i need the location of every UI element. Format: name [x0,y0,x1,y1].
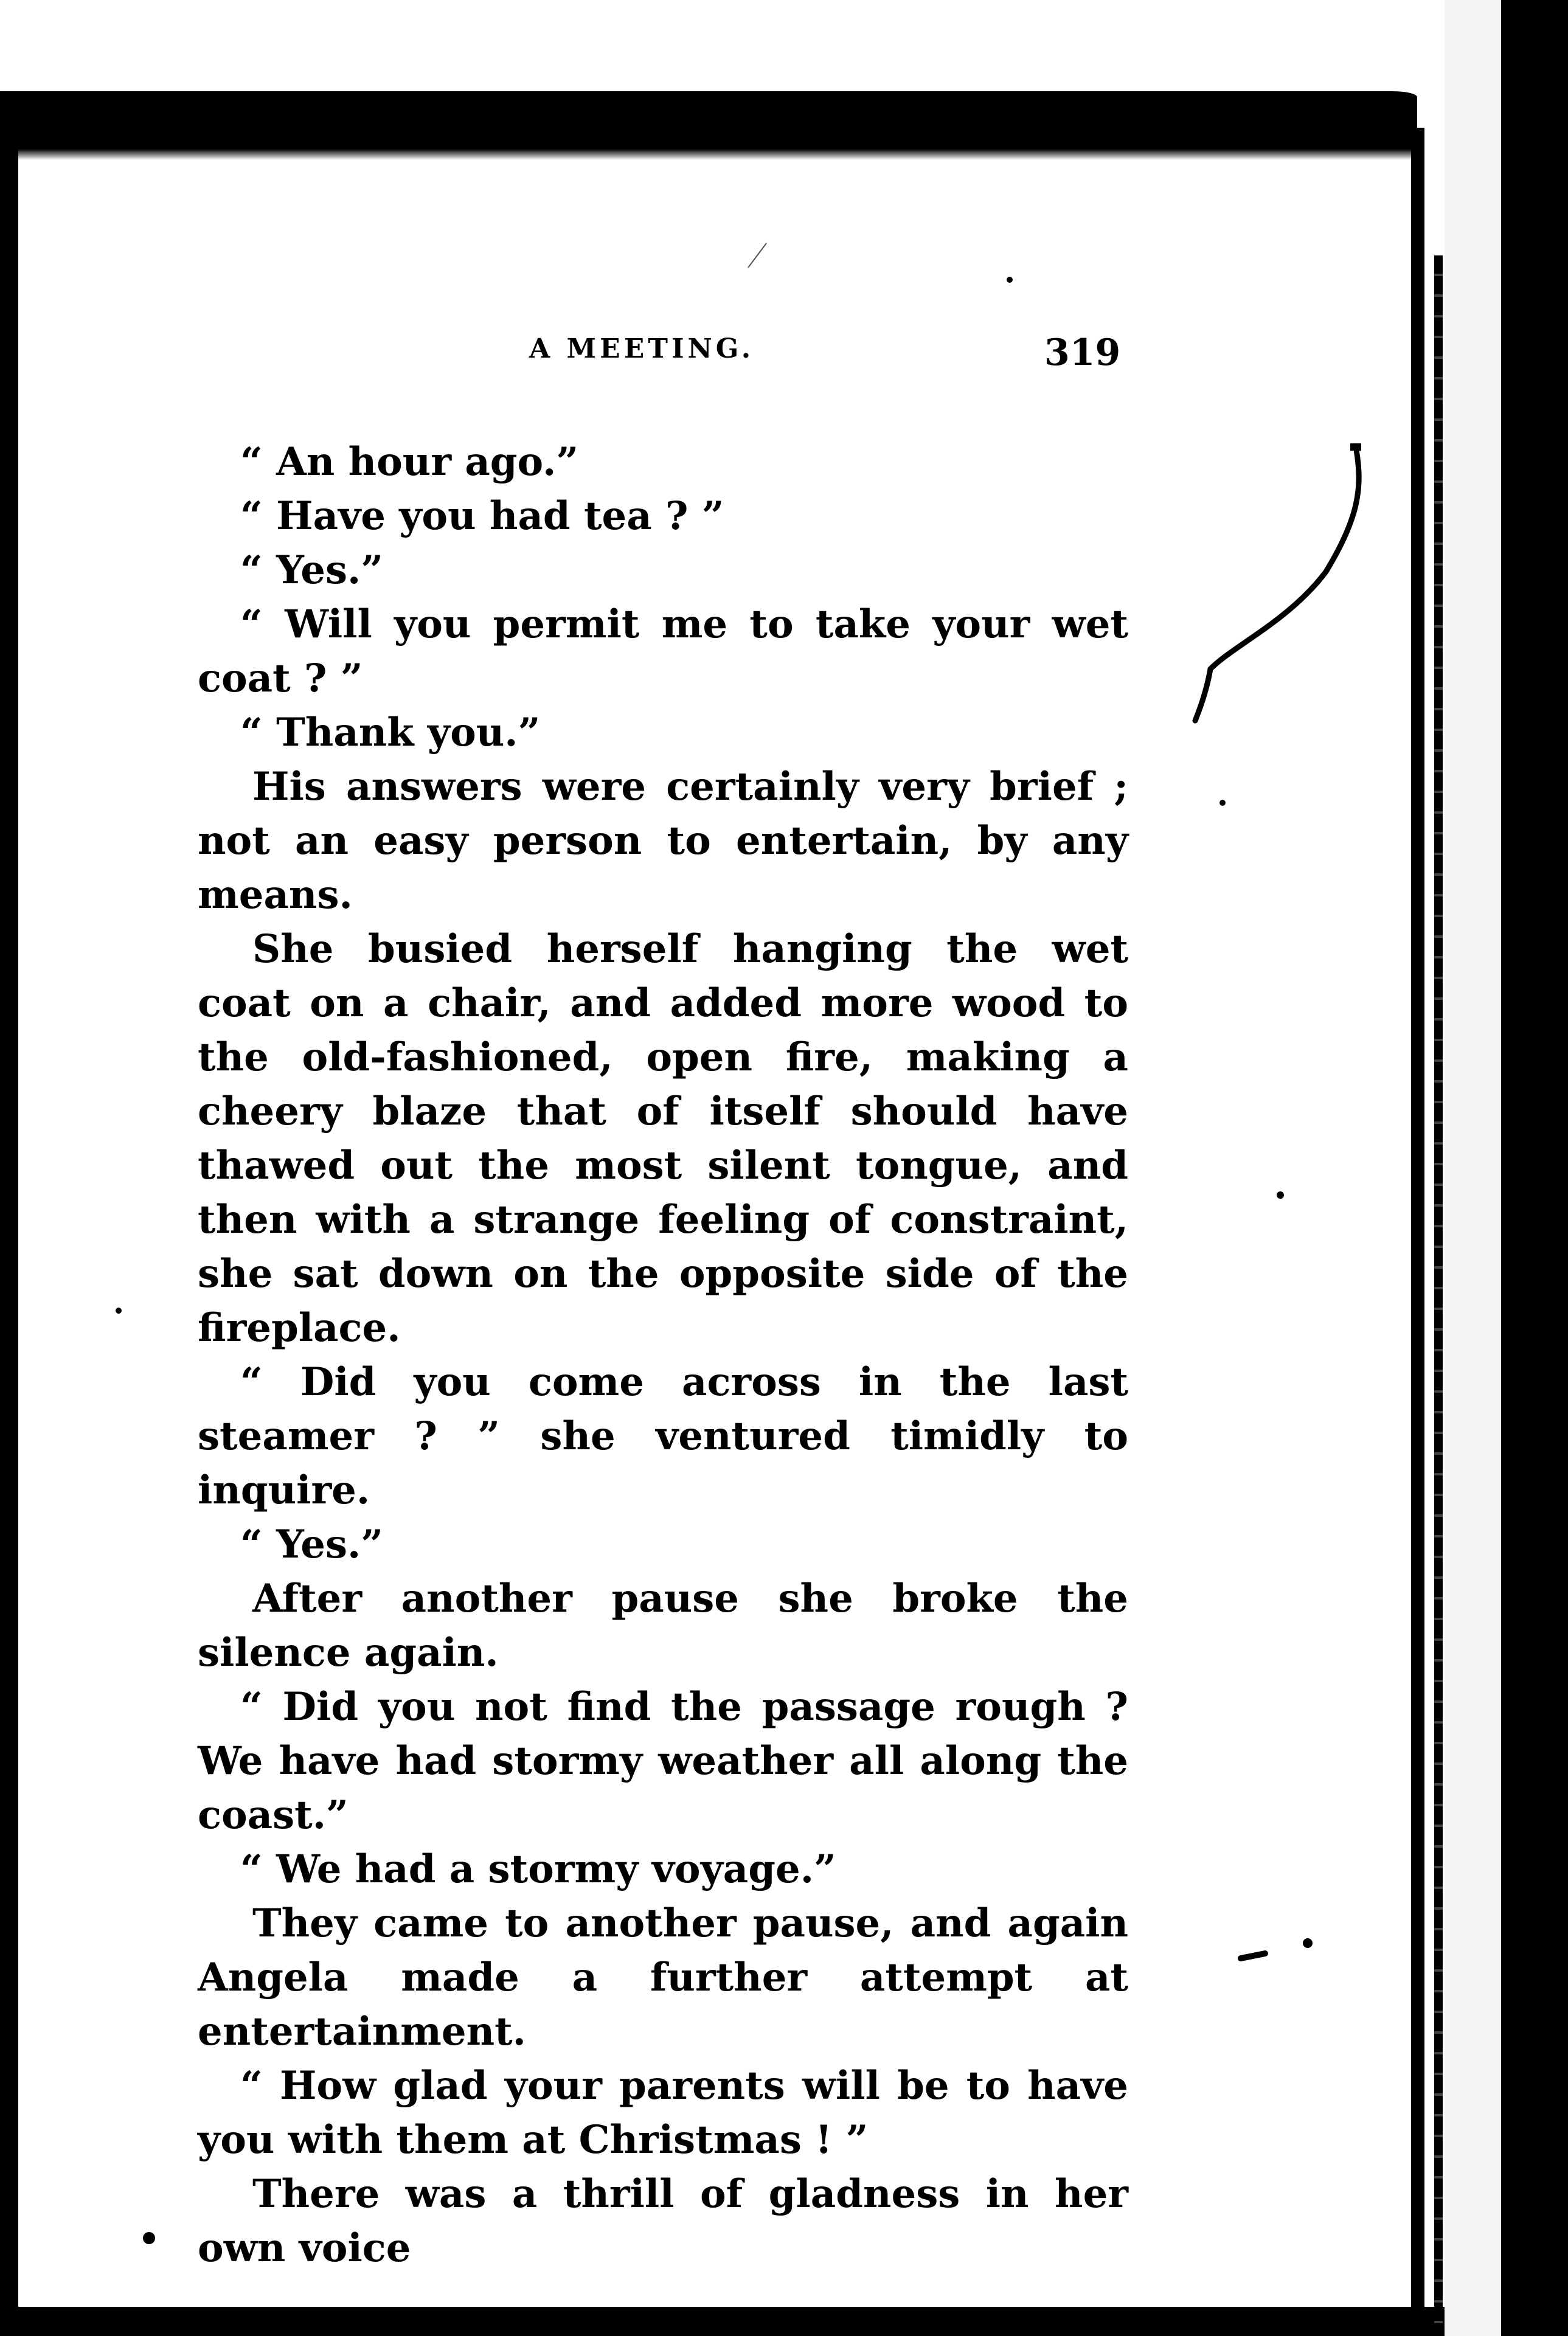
paragraph: After another pause she broke the silence again. [198,1576,1128,1676]
paragraph: “ How glad your parents will be to have you with them at Christmas ! ” [198,2063,1128,2163]
paragraph: “ We had a stormy voyage.” [240,1846,836,1892]
paragraph: “ Yes.” [240,547,384,593]
paragraph: “ Yes.” [240,1522,384,1567]
page-body [198,435,1128,2275]
paragraph: “ Did you come across in the last steamer ? ” she ventured timidly to inquire. [198,1359,1128,1513]
paragraph: There was a thrill of gladness in her own voice [198,2171,1128,2271]
paragraph: They came to another pause, and again Angela made a further attempt at entertainment. [198,1901,1128,2054]
paragraph: “ Did you not find the passage rough ? We have had stormy weather all along the coast.” [198,1684,1128,1838]
paragraph: “ Will you permit me to take your wet coat ? ” [198,601,1128,701]
paragraph: “ An hour ago.” [240,439,579,485]
paragraph: “ Have you had tea ? ” [240,493,724,539]
paragraph: His answers were certainly very brief ; not an easy person to entertain, by any means. [198,764,1128,918]
paragraph: “ Thank you.” [240,710,541,755]
page-number: 319 [1044,331,1121,374]
running-head: A MEETING. [529,333,755,364]
paragraph: She busied herself hanging the wet coat on a chair, and added more wood to the old-fashioned, open fire, making a cheery blaze that of itself should have thawed out the most silent tongue, and then with a strange feeling of constraint, she sat down on the opposite side of the fireplace. [198,926,1128,1351]
